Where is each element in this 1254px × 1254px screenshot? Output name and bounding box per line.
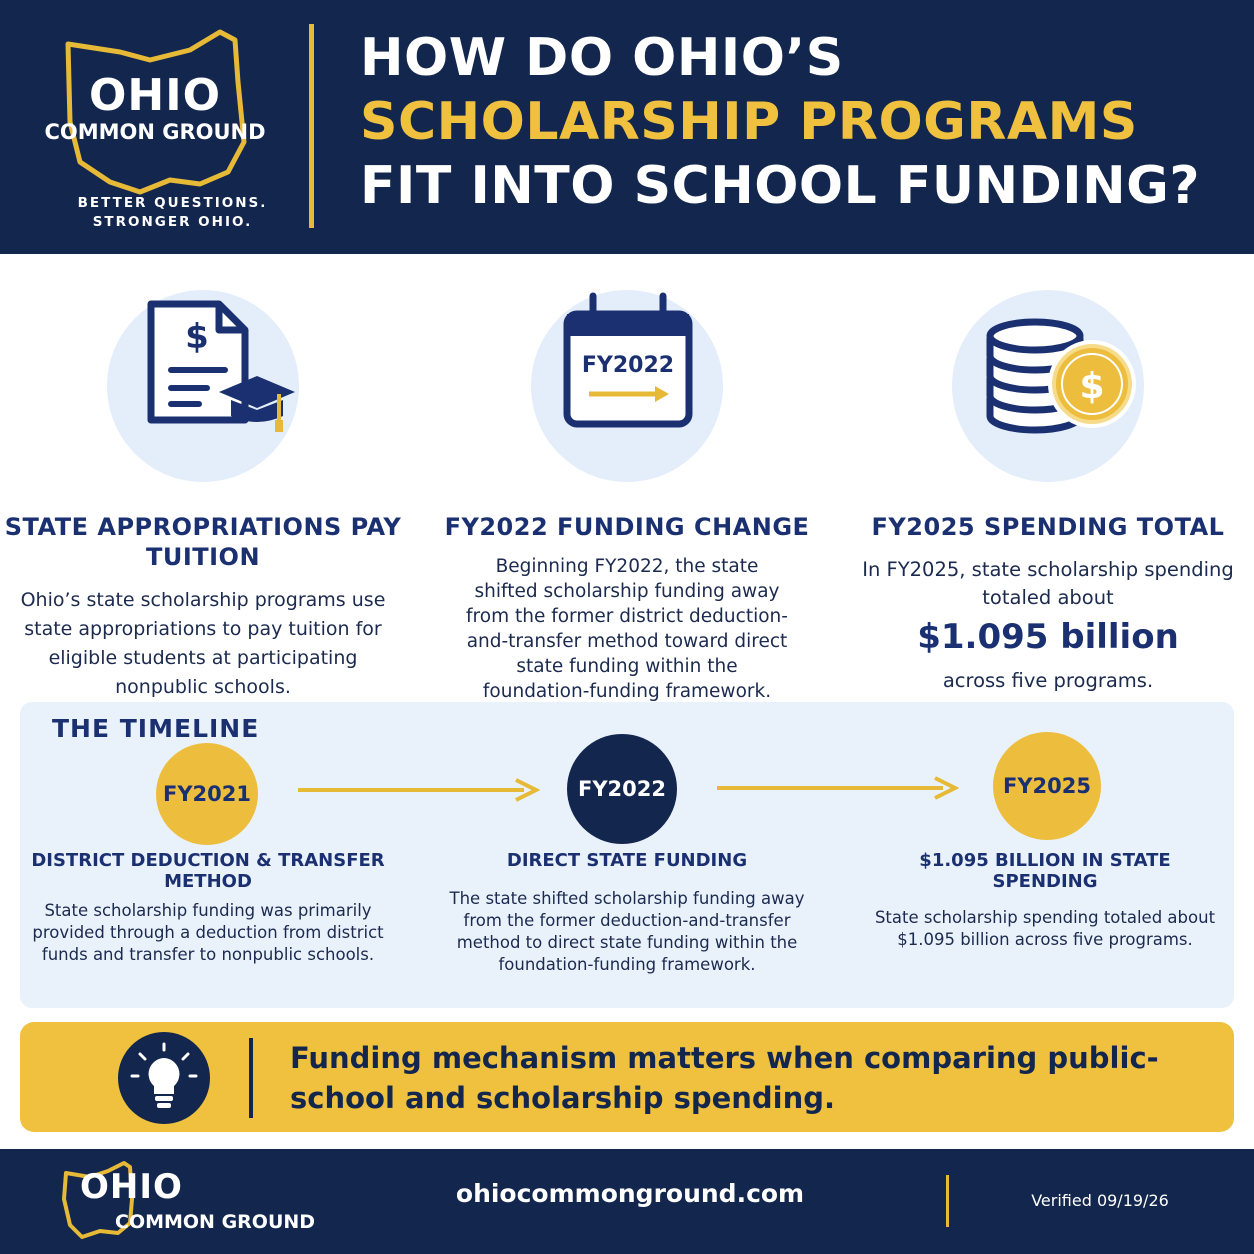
footer-logo-name: OHIO — [80, 1167, 183, 1207]
column-heading: STATE APPROPRIATIONS PAY TUITION — [4, 513, 402, 571]
calendar-icon — [531, 290, 723, 482]
title-line-1: HOW DO OHIO’S — [360, 28, 844, 88]
timeline-text: State scholarship funding was primarily provided through a deduction from district funds and transfer to nonpublic schools. — [32, 901, 384, 964]
svg-text:$: $ — [1079, 366, 1105, 407]
tuition-document-icon — [107, 290, 299, 482]
column-heading: FY2025 SPENDING TOTAL — [871, 513, 1225, 541]
timeline-title: THE TIMELINE — [52, 714, 260, 743]
logo-tagline-2: STRONGER OHIO. — [92, 214, 253, 230]
title-line-3: FIT INTO SCHOOL FUNDING? — [360, 156, 1201, 216]
timeline-node-fy2021: FY2021 — [156, 743, 258, 845]
lightbulb-icon — [118, 1032, 210, 1124]
column-state-appropriations — [3, 290, 403, 702]
column-body-top: In FY2025, state scholarship spending totaled about — [862, 558, 1234, 609]
svg-text:$: $ — [185, 317, 209, 357]
logo-tagline-1: BETTER QUESTIONS. — [77, 195, 268, 211]
footer — [0, 1149, 1254, 1254]
column-body: Ohio’s state scholarship programs use state appropriations to pay tuition for eligible students at participating nonpublic schools. — [20, 589, 386, 698]
timeline-text: The state shifted scholarship funding away from the former deduction-and-transfer method to direct state funding within the foundation-funding framework. — [449, 889, 805, 974]
column-heading: FY2022 FUNDING CHANGE — [444, 513, 810, 541]
timeline-text: State scholarship spending totaled about $1.095 billion across five programs. — [874, 908, 1216, 949]
coins-icon — [952, 290, 1144, 482]
footer-divider — [946, 1175, 949, 1227]
column-fy2022-change — [427, 290, 827, 704]
spending-total-value: $1.095 billion — [917, 617, 1179, 657]
timeline-heading: DISTRICT DEDUCTION & TRANSFER METHOD — [31, 850, 385, 892]
footer-logo — [60, 1159, 340, 1244]
banner-text: Funding mechanism matters when comparing public-school and scholarship spending. — [290, 1041, 1159, 1115]
takeaway-banner — [20, 1022, 1234, 1132]
ohio-common-ground-logo — [30, 22, 290, 234]
footer-logo-subname: COMMON GROUND — [115, 1211, 316, 1233]
timeline-heading: $1.095 BILLION IN STATE SPENDING — [919, 850, 1171, 892]
title-line-2: SCHOLARSHIP PROGRAMS — [360, 92, 1138, 152]
page-title — [360, 26, 1240, 218]
column-body-bottom: across five programs. — [942, 669, 1154, 692]
column-body: Beginning FY2022, the state shifted scholarship funding away from the former district deduction-and-transfer method toward direct state funding within the foundation-funding framework. — [466, 556, 788, 702]
timeline-panel — [20, 702, 1234, 1008]
logo-subname: COMMON GROUND — [44, 120, 266, 144]
timeline-node-fy2025: FY2025 — [993, 732, 1101, 840]
timeline-arrow-icon — [298, 778, 540, 802]
banner-divider — [249, 1038, 253, 1118]
timeline-heading: DIRECT STATE FUNDING — [506, 850, 748, 871]
column-fy2025-total — [848, 290, 1248, 695]
verified-date: Verified 09/19/26 — [1031, 1191, 1169, 1210]
header — [0, 0, 1254, 254]
timeline-arrow-icon — [717, 776, 959, 800]
header-divider — [309, 24, 314, 228]
timeline-node-fy2022: FY2022 — [567, 734, 677, 844]
calendar-label: FY2022 — [581, 353, 675, 378]
website-link[interactable]: ohiocommonground.com — [455, 1179, 805, 1208]
logo-name: OHIO — [88, 70, 221, 121]
